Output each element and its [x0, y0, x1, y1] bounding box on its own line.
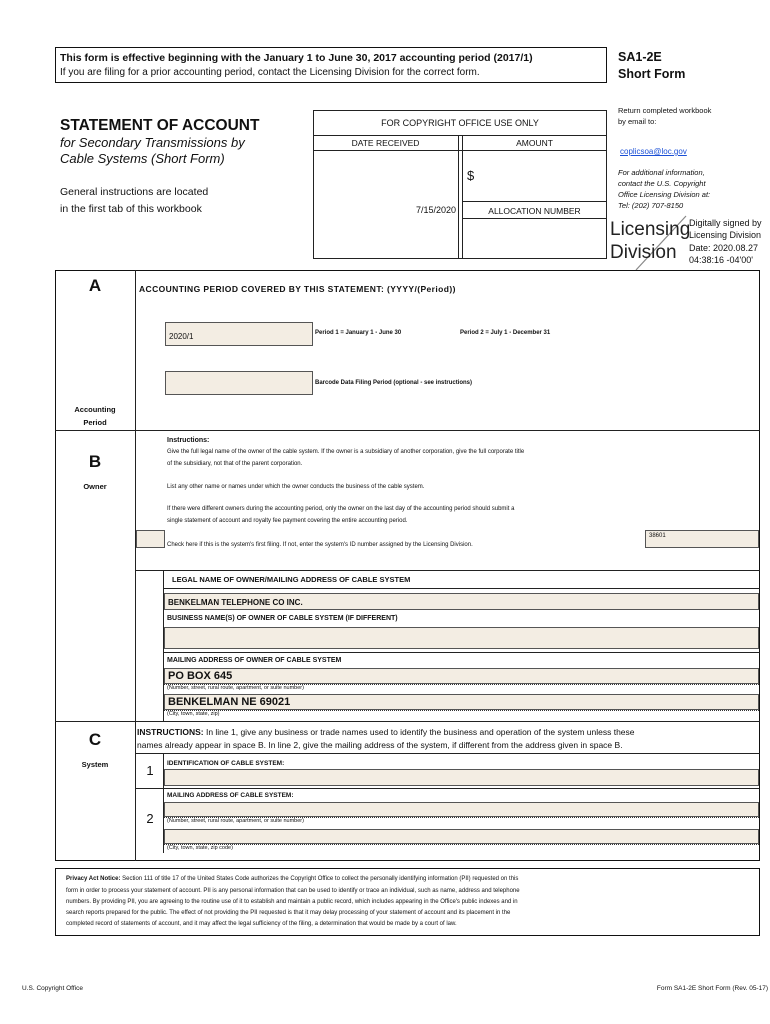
section-a-heading: ACCOUNTING PERIOD COVERED BY THIS STATEMENT: (YYYY/(Period)): [139, 284, 456, 294]
privacy-notice-line-1: [66, 876, 518, 882]
system-id-input[interactable]: [645, 530, 759, 548]
signature-detail-3: Date: 2020.08.27: [689, 243, 759, 253]
page-subtitle-1: for Secondary Transmissions by: [60, 135, 245, 150]
period-2-note: Period 2 = July 1 - December 31: [460, 330, 551, 336]
contact-info-2: contact the U.S. Copyright: [618, 179, 706, 188]
period-1-note: Period 1 = January 1 - June 30: [315, 330, 402, 336]
section-c-instructions-1: [137, 727, 635, 737]
return-instructions-1: Return completed workbook: [618, 106, 712, 115]
mailing-street-hint: (Number, street, rural route, apartment, or suite number): [167, 685, 304, 691]
section-a-side-label-1: Accounting: [74, 405, 116, 414]
first-filing-label: Check here if this is the system's first filing. If not, enter the system's ID number assigned by the Licensing Division.: [167, 542, 473, 548]
form-id: SA1-2E: [618, 50, 662, 64]
general-instructions-1: General instructions are located: [60, 186, 209, 198]
signature-name-2: Division: [610, 242, 677, 263]
first-filing-checkbox[interactable]: [136, 530, 165, 548]
date-received-label: DATE RECEIVED: [351, 138, 420, 148]
business-name-label: BUSINESS NAME(S) OF OWNER OF CABLE SYSTEM (IF DIFFERENT): [167, 615, 398, 622]
line-2-number: 2: [146, 811, 154, 826]
mailing-address-label: MAILING ADDRESS OF OWNER OF CABLE SYSTEM: [167, 657, 342, 664]
section-a-letter: A: [88, 276, 102, 295]
privacy-notice-title: Privacy Act Notice:: [66, 876, 121, 882]
page-title: STATEMENT OF ACCOUNT: [60, 117, 260, 134]
effective-notice-line2: If you are filing for a prior accounting period, contact the Licensing Division for the correct form.: [60, 67, 480, 78]
signature-detail-1: Digitally signed by: [689, 218, 762, 228]
allocation-number-label: ALLOCATION NUMBER: [488, 206, 581, 216]
privacy-notice-line-2: form in order to process your statement of account. PII is any personal information that can be used to identify or trace an individual, such as name, address and telephone: [66, 888, 520, 894]
section-b-side-label: Owner: [83, 482, 107, 491]
system-street-input[interactable]: [164, 802, 759, 817]
system-city-input[interactable]: [164, 829, 759, 844]
mailing-city-hint: (City, town, state, zip): [167, 711, 220, 717]
section-a-side-label-2: Period: [83, 418, 107, 427]
privacy-notice-line-4: search reports prepared for the public. The effect of not providing the PII requested is that it may delay processing of your statement of account and its placement in the: [66, 910, 511, 916]
privacy-notice-line-5: completed record of statements of account, and it may affect the legal sufficiency of the filing, a determination that would be made by a court of law.: [66, 921, 457, 927]
general-instructions-2: in the first tab of this workbook: [60, 203, 202, 215]
privacy-notice-line-3: numbers. By providing PII, you are agreeing to the routine use of it to establish and maintain a public record, which includes appearing in the Office's public indexes and in: [66, 899, 518, 905]
contact-info-4: Tel: (202) 707-8150: [618, 201, 684, 210]
section-c-instructions-2: names already appear in space B. In line 2, give the mailing address of the system, if different from the address given in space B.: [137, 740, 623, 750]
email-link[interactable]: coplicsoa@loc.gov: [620, 147, 687, 156]
effective-notice-line1: This form is effective beginning with the January 1 to June 30, 2017 accounting period (2017/1): [60, 52, 533, 64]
identification-label: IDENTIFICATION OF CABLE SYSTEM:: [167, 760, 285, 767]
signature-detail-4: 04:38:16 -04'00': [689, 255, 753, 265]
page-subtitle-2: Cable Systems (Short Form): [60, 151, 225, 166]
barcode-period-label: Barcode Data Filing Period (optional - see instructions): [315, 380, 473, 386]
legal-name-value: BENKELMAN TELEPHONE CO INC.: [168, 598, 303, 607]
office-use-heading: FOR COPYRIGHT OFFICE USE ONLY: [381, 118, 539, 128]
system-city-hint: (City, town, state, zip code): [167, 845, 233, 851]
system-street-hint: (Number, street, rural route, apartment, or suite number): [167, 818, 304, 824]
section-b-instructions-2: of the subsidiary, not that of the parent corporation.: [167, 461, 303, 467]
signature-name-1: Licensing: [610, 219, 691, 240]
section-b-instructions-1: Give the full legal name of the owner of the cable system. If the owner is a subsidiary of another corporation, give the full corporate title: [167, 449, 525, 455]
date-received-value: 7/15/2020: [415, 205, 456, 215]
mailing-city-input[interactable]: [164, 694, 759, 710]
section-c-side-label: System: [81, 760, 109, 769]
legal-name-label: LEGAL NAME OF OWNER/MAILING ADDRESS OF CABLE SYSTEM: [172, 575, 411, 584]
form-type: Short Form: [618, 67, 686, 81]
section-b-instructions-5: single statement of account and royalty fee payment covering the entire accounting period.: [167, 518, 408, 524]
office-use-box: [313, 110, 607, 259]
section-b-instructions-3: List any other name or names under which the owner conducts the business of the cable system.: [167, 484, 425, 490]
mailing-street-input[interactable]: [164, 668, 759, 684]
accounting-period-input[interactable]: [165, 322, 313, 346]
business-name-input[interactable]: [164, 627, 759, 649]
mailing-city-value: BENKELMAN NE 69021: [168, 696, 291, 708]
mailing-street-value: PO BOX 645: [168, 670, 233, 682]
privacy-notice-text-1: Section 111 of title 17 of the United States Code authorizes the Copyright Office to collect the personally identifying information (PII) requested on this: [120, 876, 519, 882]
system-mailing-label: MAILING ADDRESS OF CABLE SYSTEM:: [167, 792, 294, 799]
amount-label: AMOUNT: [516, 138, 553, 148]
section-b-instructions-4: If there were different owners during the accounting period, only the owner on the last day of the accounting period should submit a: [167, 506, 515, 512]
section-c-instructions-bold: INSTRUCTIONS:: [137, 727, 204, 737]
contact-info-3: Office Licensing Division at:: [618, 190, 711, 199]
footer-right: Form SA1-2E Short Form (Rev. 05-17): [656, 985, 768, 992]
signature-detail-2: Licensing Division: [689, 230, 762, 240]
contact-info-1: For additional information,: [618, 168, 705, 177]
section-c-instructions-text: In line 1, give any business or trade names used to identify the business and operation of the system unless these: [203, 727, 635, 737]
system-id-value: 38601: [649, 533, 666, 539]
section-b-letter: B: [88, 452, 102, 471]
legal-name-input[interactable]: [164, 593, 759, 610]
section-b-instructions-title: Instructions:: [167, 437, 210, 444]
return-instructions-2: by email to:: [618, 117, 657, 126]
line-1-number: 1: [146, 763, 154, 778]
section-c-letter: C: [88, 730, 102, 749]
accounting-period-value: 2020/1: [169, 332, 194, 341]
footer-left: U.S. Copyright Office: [22, 985, 83, 992]
amount-dollar-sign: $: [467, 168, 475, 183]
identification-input[interactable]: [164, 769, 759, 786]
barcode-period-input[interactable]: [165, 371, 313, 395]
